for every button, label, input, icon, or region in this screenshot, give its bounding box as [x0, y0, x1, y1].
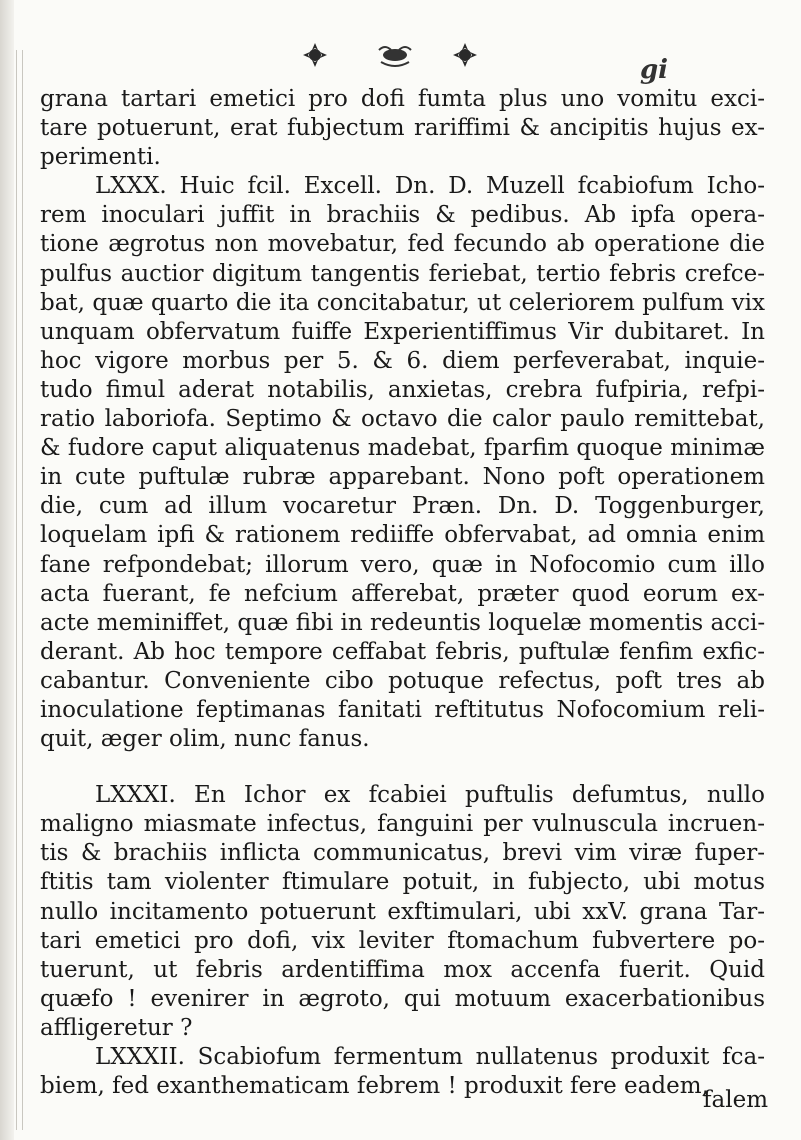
text-line: hoc vigore morbus per 5. & 6. diem perfeverabat, inquie- [40, 347, 765, 374]
catchword: falem [703, 1087, 769, 1113]
text-line: acta fuerant, fe nefcium afferebat, præter quod eorum ex- [40, 580, 765, 607]
text-line: tare potuerunt, erat fubjectum rariffimi & ancipitis hujus ex- [40, 115, 765, 142]
text-line: tis & brachiis inflicta communicatus, brevi vim viræ fuper- [40, 840, 765, 867]
text-line: affligeretur ? [40, 1014, 193, 1041]
text-line: fane refpondebat; illorum vero, quæ in Nofocomio cum illo [40, 551, 765, 578]
body-text [40, 85, 765, 1101]
text-line: inoculatione feptimanas fanitati reftitutus Nofocomium reli- [40, 696, 765, 723]
text-line: pulfus auctior digitum tangentis feriebat, tertio febris crefce- [40, 260, 765, 287]
text-line: biem, fed exanthematicam febrem ! produxit fere eadem, [40, 1073, 709, 1100]
book-binding-edge [0, 0, 14, 1140]
text-line: grana tartari emetici pro dofi fumta plus uno vomitu exci- [40, 86, 765, 112]
text-line: tuerunt, ut febris ardentiffima mox accenfa fuerit. Quid [40, 956, 765, 983]
text-line: tari emetici pro dofi, vix leviter ftomachum fubvertere po- [40, 927, 765, 954]
header-ornaments [300, 40, 540, 80]
text-line: cabantur. Conveniente cibo potuque refectus, poft tres ab [40, 667, 765, 694]
text-line: & fudore caput aliquatenus madebat, fparfim quoque minimæ [40, 435, 765, 462]
text-line: maligno miasmate infectus, fanguini per vulnuscula incruen- [40, 811, 765, 838]
text-line: LXXX. Huic fcil. Excell. Dn. D. Muzell fcabiofum Icho- [95, 173, 765, 200]
text-line: quit, æger olim, nunc fanus. [40, 726, 370, 753]
page-mark: gi [640, 55, 669, 85]
fleuron-icon [300, 40, 330, 70]
text-line: tione ægrotus non movebatur, fed fecundo ab operatione die [40, 231, 765, 258]
ornament-icon [375, 40, 415, 70]
text-line: rem inoculari juffit in brachiis & pedibus. Ab ipfa opera- [40, 202, 765, 229]
text-line: quæfo ! evenirer in ægroto, qui motuum exacerbationibus [40, 985, 765, 1012]
paragraph [40, 781, 765, 1043]
page-edge-line [22, 50, 23, 1130]
text-line: acte meminiffet, quæ fibi in redeuntis loquelæ momentis acci- [40, 609, 766, 636]
text-line: bat, quæ quarto die ita concitabatur, ut celeriorem pulfum vix [40, 289, 765, 316]
text-line: tudo fimul aderat notabilis, anxietas, crebra fufpiria, refpi- [40, 376, 765, 403]
page-edge-line [16, 50, 17, 1130]
text-line: nullo incitamento potuerunt exftimulari, ubi xxV. grana Tar- [40, 898, 765, 925]
paragraph [40, 1043, 765, 1101]
text-line: in cute puftulæ rubræ apparebant. Nono poft operationem [40, 464, 765, 491]
paragraph [40, 85, 765, 172]
text-line: derant. Ab hoc tempore ceffabat febris, puftulæ fenfim exfic- [40, 638, 765, 665]
fleuron-icon [450, 40, 480, 70]
text-line: die, cum ad illum vocaretur Præn. Dn. D. Toggenburger, [40, 493, 765, 520]
text-line: LXXXII. Scabiofum fermentum nullatenus produxit fca- [95, 1044, 765, 1070]
text-line: LXXXI. En Ichor ex fcabiei puftulis defumtus, nullo [95, 782, 765, 809]
text-line: unquam obfervatum fuiffe Experientiffimus Vir dubitaret. In [40, 318, 765, 345]
paragraph [40, 172, 765, 754]
text-line: ratio laboriofa. Septimo & octavo die calor paulo remittebat, [40, 406, 765, 433]
text-line: loquelam ipfi & rationem rediiffe obfervabat, ad omnia enim [40, 522, 765, 549]
text-line: perimenti. [40, 144, 161, 171]
text-line: ftitis tam violenter ftimulare potuit, in fubjecto, ubi motus [40, 869, 765, 896]
